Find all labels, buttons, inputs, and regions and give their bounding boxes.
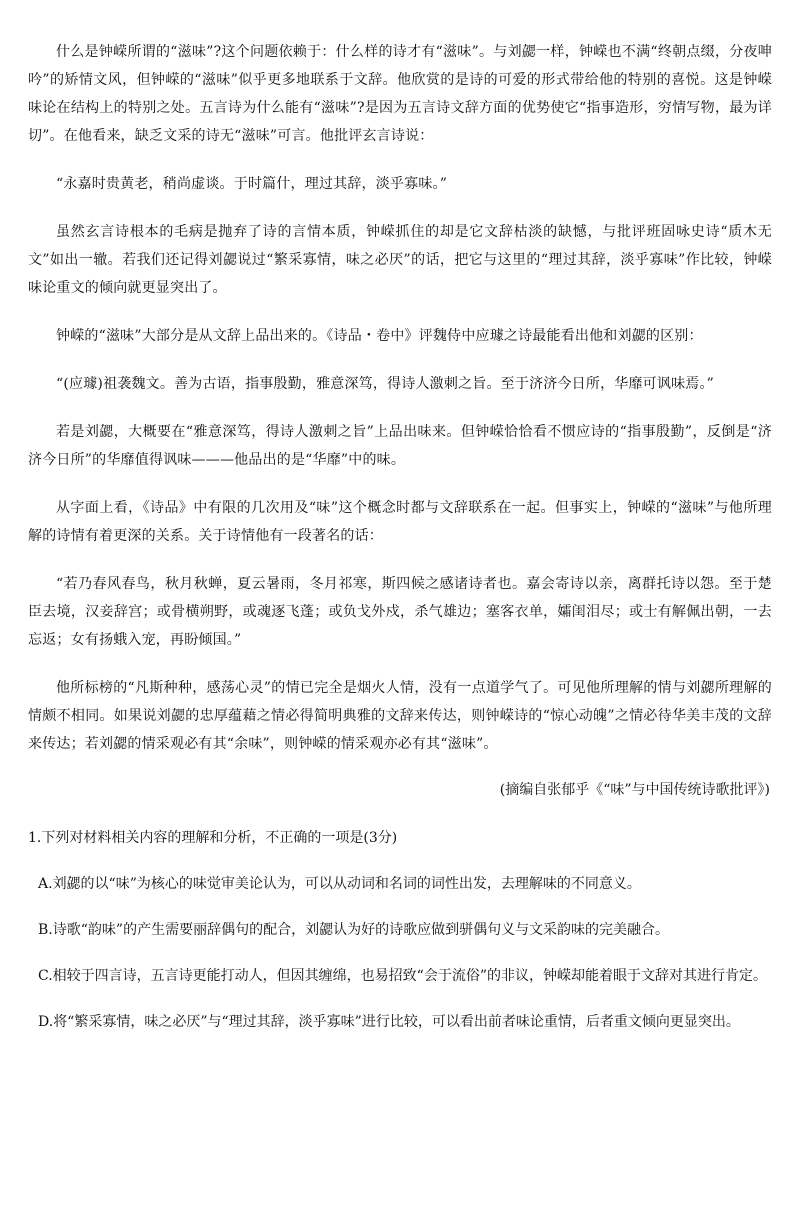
article-source: (摘编自张郁乎《“味”与中国传统诗歌批评》) [499,782,770,798]
option-label: B. [38,922,53,938]
option-c [28,962,772,990]
article-quote-1: “永嘉时贵黄老，稍尚虚谈。于时篇什，理过其辞，淡乎寡味。” [56,176,448,192]
question-stem: 1.下列对材料相关内容的理解和分析，不正确的一项是(3分) [28,830,398,846]
article-paragraph-4: 若是刘勰，大概要在“雅意深笃，得诗人激刺之旨”上品出味来。但钟嵘恰恰看不惯应诗的“指事殷勤”，反倒是“济济今日所”的华靡值得讽味———他品出的是“华靡”中的味。 [28,424,772,468]
option-label: C. [38,968,53,984]
option-text: 诗歌“韵味”的产生需要丽辞偶句的配合，刘勰认为好的诗歌应做到骈偶句义与文采韵味的完美融合。 [52,922,670,938]
option-text: 刘勰的以“味”为核心的味觉审美论认为，可以从动词和名词的词性出发，去理解味的不同意义。 [52,876,641,892]
option-text: 相较于四言诗，五言诗更能打动人，但因其缠绵，也易招致“会于流俗”的非议，钟嵘却能着眼于文辞对其进行肯定。 [52,968,767,984]
article-quote-3: “若乃春风春鸟，秋月秋蝉，夏云暑雨，冬月祁寒，斯四候之感诸诗者也。嘉会寄诗以亲，离群托诗以怨。至于楚臣去境，汉妾辞宫；或骨横朔野，或魂逐飞蓬；或负戈外戍，杀气雄边；塞客衣单，孀闺泪尽；或士有解佩出朝，一去忘返；女有扬蛾入宠，再盼倾国。” [28,576,772,648]
article-paragraph-5: 从字面上看，《诗品》中有限的几次用及“味”这个概念时都与文辞联系在一起。但事实上，钟嵘的“滋味”与他所理解的诗情有着更深的关系。关于诗情他有一段著名的话： [28,500,772,544]
option-label: A. [38,876,53,892]
option-d [28,1008,772,1036]
article-paragraph-2: 虽然玄言诗根本的毛病是抛弃了诗的言情本质，钟嵘抓住的却是它文辞枯淡的缺憾，与批评班固咏史诗“质木无文”如出一辙。若我们还记得刘勰说过“繁采寡情，味之必厌”的话，把它与这里的“理过其辞，淡乎寡味”作比较，钟嵘味论重文的倾向就更显突出了。 [28,224,772,296]
article-quote-2: “(应璩)祖袭魏文。善为古语，指事殷勤，雅意深笃，得诗人激刺之旨。至于济济今日所，华靡可讽味焉。” [56,376,715,392]
article-paragraph-6: 他所标榜的“凡斯种种，感荡心灵”的情已完全是烟火人情，没有一点道学气了。可见他所理解的情与刘勰所理解的情颇不相同。如果说刘勰的忠厚蕴藉之情必得简明典雅的文辞来传达，则钟嵘诗的“惊心动魄”之情必待华美丰茂的文辞来传达；若刘勰的情采观必有其“余味”，则钟嵘的情采观亦必有其“滋味”。 [28,680,772,752]
article-paragraph-3: 钟嵘的“滋味”大部分是从文辞上品出来的。《诗品・卷中》评魏侍中应璩之诗最能看出他和刘勰的区别： [56,328,703,344]
option-text: 将“繁采寡情，味之必厌”与“理过其辞，淡乎寡味”进行比较，可以看出前者味论重情，后者重文倾向更显突出。 [53,1014,740,1030]
option-label: D. [38,1014,54,1030]
option-b [28,916,772,944]
option-a [28,870,772,898]
article-paragraph-1: 什么是钟嵘所谓的“滋味”?这个问题依赖于：什么样的诗才有“滋味”。与刘勰一样，钟嵘也不满“终朝点缀，分夜呻吟”的矫情文风，但钟嵘的“滋味”似乎更多地联系于文辞。他欣赏的是诗的可爱的形式带给他的特别的喜悦。这是钟嵘味论在结构上的特别之处。五言诗为什么能有“滋味”?是因为五言诗文辞方面的优势使它“指事造形，穷情写物，最为详切”。在他看来，缺乏文采的诗无“滋味”可言。他批评玄言诗说： [28,44,772,144]
document-page [28,38,772,1036]
